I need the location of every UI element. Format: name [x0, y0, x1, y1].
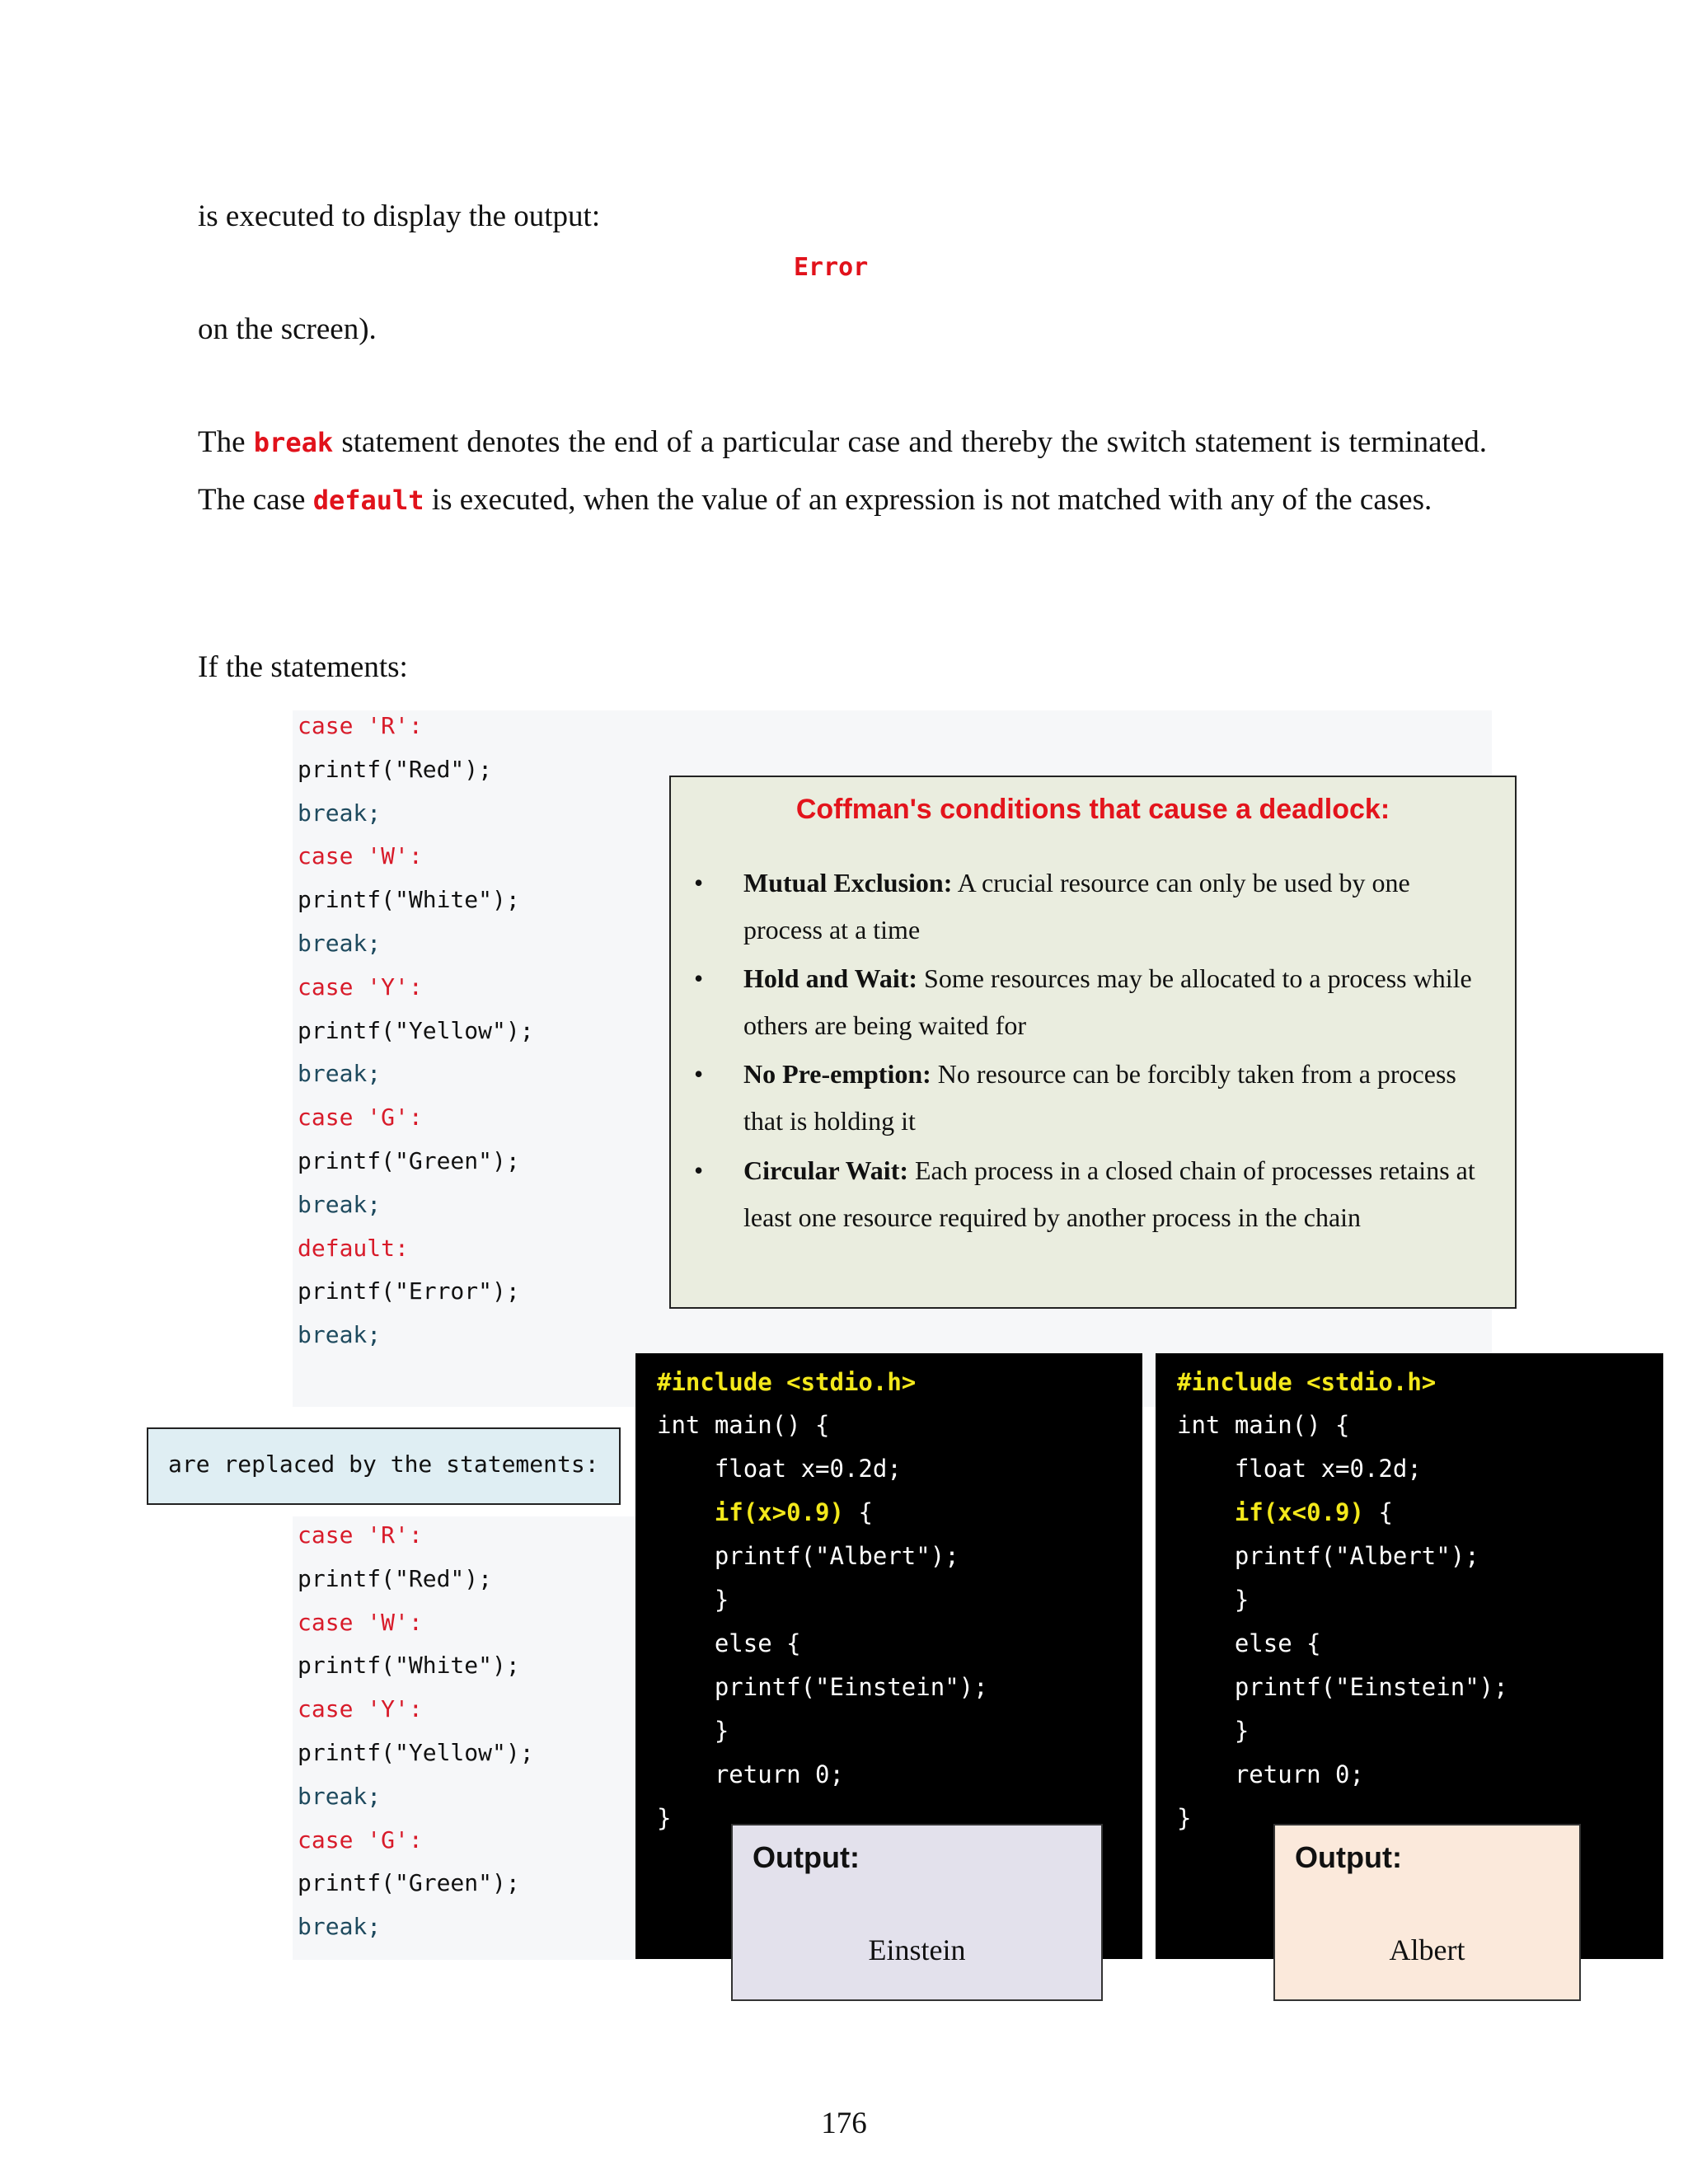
right-close2: } — [1177, 1717, 1250, 1745]
left-cond-line — [657, 1498, 873, 1526]
code-line: case 'Y': — [298, 972, 423, 1001]
break-paragraph — [198, 414, 1487, 529]
right-decl: float x=0.2d; — [1177, 1455, 1422, 1483]
deadlock-item — [743, 1051, 1493, 1145]
left-decl: float x=0.2d; — [657, 1455, 902, 1483]
deadlock-conditions-box — [669, 776, 1517, 1309]
right-cond: if(x<0.9) — [1234, 1498, 1364, 1526]
bullet-icon: • — [694, 1059, 704, 1089]
replaced-label: are replaced by the statements: — [168, 1451, 599, 1478]
code-line: printf("Yellow"); — [298, 1016, 534, 1044]
break-para-part3: is executed, when the value of an expression is not matched with any of the cases. — [431, 483, 1432, 517]
deadlock-item-text: No resource can be forcibly taken from a process that is holding it — [743, 1059, 1456, 1136]
output-value-left: Einstein — [868, 1933, 966, 1966]
code-line: case 'Y': — [298, 1695, 423, 1723]
code-line: case 'W': — [298, 842, 423, 870]
code-line: case 'R': — [298, 1521, 423, 1549]
code-line: break; — [298, 1190, 382, 1218]
intro-line-1: is executed to display the output: — [198, 199, 601, 233]
replaced-label-box — [147, 1427, 621, 1505]
code-line: case 'R': — [298, 712, 423, 739]
code-line: printf("Error"); — [298, 1277, 520, 1305]
bullet-icon: • — [694, 963, 704, 993]
error-output: Error — [794, 253, 869, 282]
deadlock-item-term: Mutual Exclusion: — [743, 868, 953, 898]
right-close1: } — [1177, 1586, 1250, 1614]
right-end: } — [1177, 1804, 1192, 1832]
deadlock-item-term: Circular Wait: — [743, 1155, 908, 1185]
break-para-part1: The — [198, 425, 246, 459]
deadlock-title: Coffman's conditions that cause a deadlock: — [795, 794, 1390, 825]
output-value-right: Albert — [1389, 1933, 1465, 1966]
right-print2: printf("Einstein"); — [1177, 1673, 1508, 1701]
left-close1: } — [657, 1586, 729, 1614]
right-else: else { — [1177, 1629, 1321, 1657]
bullet-icon: • — [694, 1155, 704, 1185]
left-close2: } — [657, 1717, 729, 1745]
left-include: #include <stdio.h> — [657, 1368, 917, 1396]
deadlock-item-term: No Pre-emption: — [743, 1059, 931, 1089]
code-line: break; — [298, 1913, 382, 1941]
page-number: 176 — [821, 2107, 867, 2140]
right-print1: printf("Albert"); — [1177, 1542, 1479, 1570]
code-line: break; — [298, 1321, 382, 1349]
left-else: else { — [657, 1629, 801, 1657]
deadlock-item-text: Some resources may be allocated to a process while others are being waited for — [743, 963, 1472, 1040]
right-include: #include <stdio.h> — [1177, 1368, 1437, 1396]
deadlock-item-term: Hold and Wait: — [743, 963, 918, 993]
code-line: printf("White"); — [298, 1652, 520, 1680]
break-keyword: break — [253, 427, 334, 458]
code-line: break; — [298, 1060, 382, 1088]
if-statements-line: If the statements: — [198, 650, 408, 684]
code-line: break; — [298, 799, 382, 827]
break-para-part2: statement denotes the end of a particular case and thereby the switch statement is terminated. The case — [198, 425, 1488, 517]
deadlock-item-text: Each process in a closed chain of processes retains at least one resource required by another process in the chain — [743, 1155, 1475, 1232]
code-line: default: — [298, 1234, 409, 1262]
bullet-icon: • — [694, 868, 704, 898]
default-keyword: default — [312, 485, 424, 516]
right-return: return 0; — [1177, 1760, 1364, 1788]
code-line: printf("Green"); — [298, 1869, 520, 1897]
output-box-left — [731, 1824, 1103, 2001]
left-end: } — [657, 1804, 672, 1832]
code-line: case 'G': — [298, 1825, 423, 1854]
code-line: case 'G': — [298, 1104, 423, 1132]
right-main: int main() { — [1177, 1411, 1350, 1439]
deadlock-item — [743, 1147, 1493, 1241]
left-return: return 0; — [657, 1760, 844, 1788]
left-print2: printf("Einstein"); — [657, 1673, 988, 1701]
left-main: int main() { — [657, 1411, 830, 1439]
code-line: break; — [298, 1782, 382, 1810]
output-box-right — [1273, 1824, 1581, 2001]
output-label-left: Output: — [753, 1840, 860, 1874]
output-label-right: Output: — [1295, 1840, 1402, 1874]
deadlock-item — [743, 955, 1493, 1049]
left-print1: printf("Albert"); — [657, 1542, 959, 1570]
deadlock-item-text: A crucial resource can only be used by one process at a time — [743, 868, 1410, 944]
left-brace: { — [843, 1498, 873, 1526]
intro-line-2: on the screen). — [198, 312, 377, 346]
code-line: printf("White"); — [298, 886, 520, 914]
right-cond-line — [1177, 1498, 1393, 1526]
code-line: printf("Yellow"); — [298, 1739, 534, 1766]
left-cond: if(x>0.9) — [714, 1498, 844, 1526]
code-line: printf("Green"); — [298, 1147, 520, 1174]
code-line: printf("Red"); — [298, 1564, 493, 1592]
right-brace: { — [1363, 1498, 1393, 1526]
code-line: break; — [298, 930, 382, 957]
deadlock-item — [743, 860, 1493, 954]
code-line: printf("Red"); — [298, 755, 493, 783]
code-line: case 'W': — [298, 1608, 423, 1636]
